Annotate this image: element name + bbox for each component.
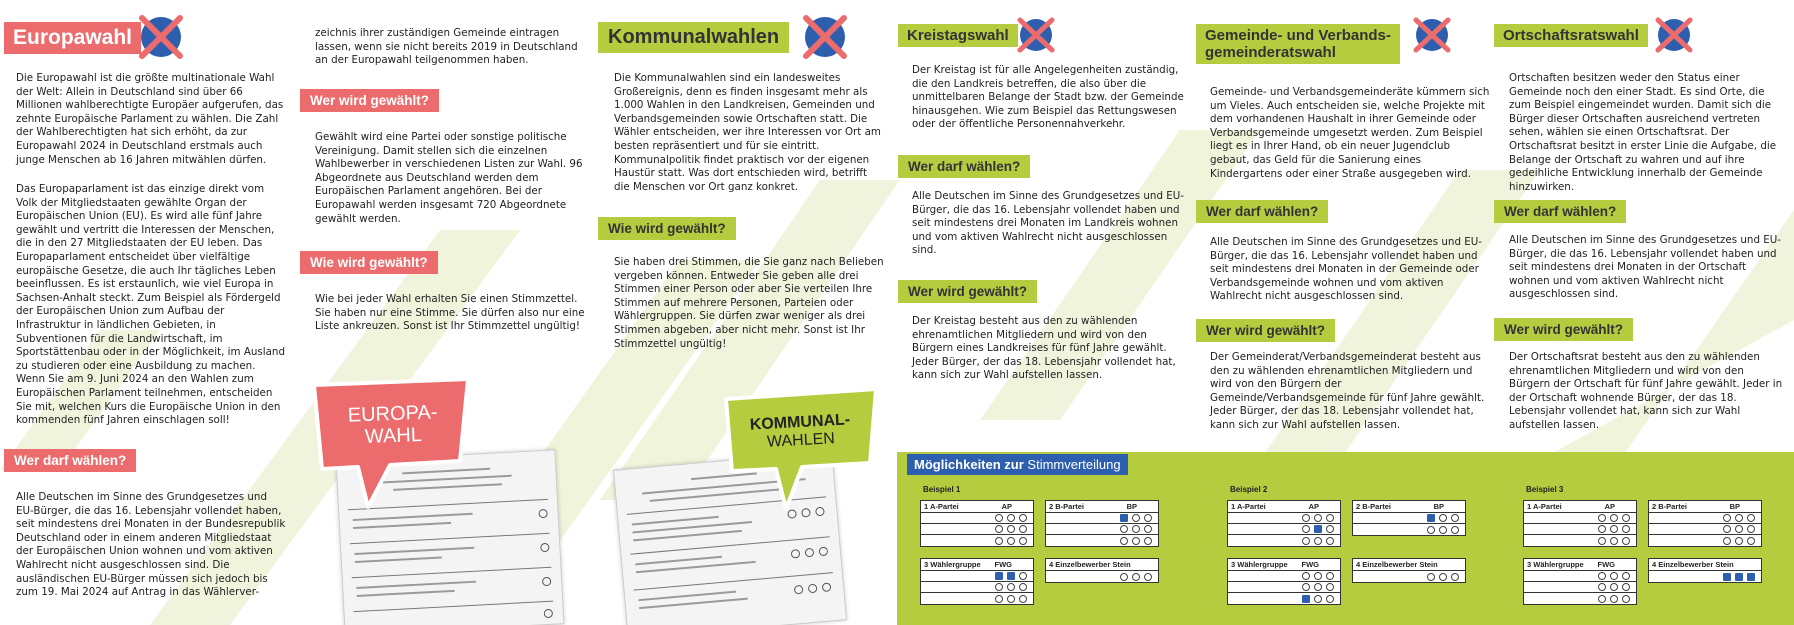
vote-circle-icon — [1735, 514, 1743, 522]
vote-circle-icon — [1302, 583, 1310, 591]
vote-circle-icon — [1598, 572, 1606, 580]
vote-circle-icon — [1439, 573, 1447, 581]
vote-mark-icon — [1735, 573, 1743, 581]
candidate-row — [1046, 571, 1158, 582]
candidate-row — [1228, 524, 1340, 535]
vote-circle-icon — [1302, 572, 1310, 580]
vote-circle-icon — [1019, 595, 1027, 603]
vote-circle-icon — [1735, 537, 1743, 545]
vote-circle-icon — [1622, 514, 1630, 522]
vote-circle-icon — [1610, 514, 1618, 522]
vote-circle-icon — [1723, 525, 1731, 533]
vote-circle-icon — [1610, 572, 1618, 580]
vote-circle-icon — [1598, 514, 1606, 522]
vote-circle-icon — [1598, 583, 1606, 591]
party-name: 1 A-Partei — [1231, 502, 1266, 511]
kommunal-bubble-text: KOMMUNAL- WAHLEN — [749, 411, 851, 451]
europawahl-heading-gewaehlt: Wer wird gewählt? — [300, 89, 439, 112]
vote-circle-icon — [1622, 525, 1630, 533]
vote-circle-icon — [1610, 583, 1618, 591]
vote-circle-icon — [1302, 537, 1310, 545]
vote-circle-icon — [1314, 537, 1322, 545]
candidate-row — [921, 524, 1033, 535]
beispiel-label: Beispiel 2 — [1230, 485, 1268, 494]
vote-circle-icon — [1302, 525, 1310, 533]
kommunal-intro: Die Kommunalwahlen sind ein landesweites Großereignis, denn es finden insgesamt mehr als 1.000 Wahlen in den Landkreisen, Gemeinden und Verbandsgemeinden sowie Ortschaften statt. Die Wähler entscheiden, wer ihre Interessen vor Ort am besten repräsentiert und für sie eintritt. Kommunalpolitik findet praktisch vor der eigenen Haustür statt. Was dort entschieden wird, betrifft die Menschen vor Ort ganz konkret. — [614, 72, 881, 193]
vote-circle-icon — [1007, 525, 1015, 533]
candidate-row — [1228, 571, 1340, 582]
vote-circle-icon — [1314, 514, 1322, 522]
vote-circle-icon — [1120, 537, 1128, 545]
vote-circle-icon — [1144, 537, 1152, 545]
vote-circle-icon — [1610, 595, 1618, 603]
vote-circle-icon — [1019, 525, 1027, 533]
kommunal-title: Kommunalwahlen — [598, 22, 789, 53]
vote-circle-icon — [1120, 525, 1128, 533]
vote-circle-icon — [1326, 595, 1334, 603]
vote-circle-icon — [1610, 537, 1618, 545]
gemeinde-title: Gemeinde- und Verbands- gemeinderatswahl — [1196, 24, 1400, 64]
vote-circle-icon — [1144, 525, 1152, 533]
vote-circle-icon — [1132, 573, 1140, 581]
vote-mark-icon — [1007, 572, 1015, 580]
candidate-row — [1228, 513, 1340, 524]
candidate-row — [1649, 535, 1761, 546]
ortschaft-intro: Ortschaften besitzen weder den Status einer Gemeinde noch den einer Stadt. Es sind Orte, die zum Beispiel eingemeindet wurden. Damit sich die Bürger dieser Ortschaften ausreichend vertreten sehen, wählen sie einen Ortschaftsrat. Der Ortschaftsrat besitzt in erster Linie die Aufgabe, die Belange der Ortschaft zu wahren und auf ihre gedeihliche Entwicklung innerhalb der Gemeinde hinzuwirken. — [1509, 72, 1777, 193]
party-box — [1227, 558, 1341, 605]
party-name: 1 A-Partei — [1527, 502, 1562, 511]
party-code: AP — [1604, 502, 1615, 511]
stimmverteilung-title: Möglichkeiten zur Stimmverteilung — [907, 454, 1128, 475]
candidate-row — [921, 582, 1033, 593]
candidate-row — [1353, 571, 1465, 582]
ballot-cross-icon — [1652, 14, 1698, 56]
vote-circle-icon — [1007, 595, 1015, 603]
kommunal-heading-wie: Wie wird gewählt? — [598, 217, 736, 240]
vote-circle-icon — [1007, 583, 1015, 591]
ballot-cross-icon — [134, 12, 190, 62]
ortschaft-waehlen: Alle Deutschen im Sinne des Grundgesetzes und EU-Bürger, die das 16. Lebensjahr vollendet haben und seit mindestens drei Monaten in der Ortschaft wohnen und vom aktiven Wahlrecht nicht ausgeschlossen sind. — [1509, 234, 1782, 301]
candidate-row — [1046, 524, 1158, 535]
candidate-row — [1228, 593, 1340, 604]
party-box — [1352, 558, 1466, 583]
europawahl-heading-waehlen: Wer darf wählen? — [4, 449, 136, 472]
candidate-row — [1649, 513, 1761, 524]
party-box — [1648, 500, 1762, 547]
vote-circle-icon — [1314, 595, 1322, 603]
vote-circle-icon — [1326, 572, 1334, 580]
europawahl-wie: Wie bei jeder Wahl erhalten Sie einen Stimmzettel. Sie haben nur eine Stimme. Sie dürfen also nur eine Liste ankreuzen. Sonst ist Ihr Stimmzettel ungültig! — [315, 293, 585, 333]
vote-circle-icon — [1007, 537, 1015, 545]
kreistag-waehlen: Alle Deutschen im Sinne des Grundgesetzes und EU-Bürger, die das 16. Lebensjahr vollendet haben und seit mindestens drei Monaten im Landkreis wohnen und vom aktiven Wahlrecht nicht ausgeschlossen sind. — [912, 190, 1185, 257]
europawahl-cont: zeichnis ihrer zuständigen Gemeinde eintragen lassen, wenn sie nicht bereits 2019 in Deutschland an der Europawahl teilgenommen haben. — [315, 27, 578, 67]
vote-circle-icon — [1610, 525, 1618, 533]
beispiel-label: Beispiel 3 — [1526, 485, 1564, 494]
gemeinde-waehlen: Alle Deutschen im Sinne des Grundgesetzes und EU-Bürger, die das 16. Lebensjahr vollendet haben und seit mindestens drei Monaten in der Gemeinde oder Verbandsgemeinde wohnen und vom aktiven Wahlrecht nicht ausgeschlossen sind. — [1210, 236, 1483, 303]
party-box — [1227, 500, 1341, 547]
party-box — [1045, 558, 1159, 583]
gemeinde-heading-waehlen: Wer darf wählen? — [1196, 200, 1328, 223]
ortschaft-heading-waehlen: Wer darf wählen? — [1494, 200, 1626, 223]
party-name: 2 B-Partei — [1049, 502, 1085, 511]
vote-circle-icon — [1326, 537, 1334, 545]
vote-circle-icon — [1622, 583, 1630, 591]
vote-circle-icon — [995, 595, 1003, 603]
kommunal-wie: Sie haben drei Stimmen, die Sie ganz nach Belieben vergeben können. Entweder Sie geben alle drei Stimmen einer Person oder aber Sie verteilen Ihre Stimmen auf mehrere Personen, Parteien oder Wählergruppen. Sie dürfen zwar weniger als drei Stimmen abgeben, aber nicht mehr. Sonst ist Ihr Stimmzettel ungültig! — [614, 256, 884, 350]
ortschaft-heading-gewaehlt: Wer wird gewählt? — [1494, 318, 1633, 341]
candidate-row — [1524, 571, 1636, 582]
party-name: 4 Einzelbewerber Stein — [1356, 560, 1438, 569]
candidate-row — [921, 513, 1033, 524]
party-code: FWG — [994, 560, 1012, 569]
vote-circle-icon — [995, 583, 1003, 591]
party-code: FWG — [1301, 560, 1319, 569]
vote-circle-icon — [1132, 525, 1140, 533]
party-code: BP — [1126, 502, 1137, 511]
gemeinde-intro: Gemeinde- und Verbandsgemeinderäte kümmern sich um Vieles. Auch entscheiden sie, welche Projekte mit dem vorhandenen Haushalt in ihrer Gemeinde oder Verbandsgemeinde umgesetzt werden. Zum Beispiel liegt es in Ihrer Hand, ob ein neuer Jugendclub gebaut, das Geld für die Sanierung eines Kindergartens oder einer Straße ausgegeben wird. — [1210, 86, 1490, 180]
europawahl-intro: Die Europawahl ist die größte multinationale Wahl der Welt: Allein in Deutschland sind über 66 Millionen wahlberechtigte Europäer aufgerufen, das zehnte Europäische Parlament zu wählen. Die Zahl der Wahlberechtigten hat sich erhöht, da zur Europawahl 2024 in Deutschland erstmals auch junge Menschen ab 16 Jahren mitwählen dürfen. — [16, 72, 284, 166]
candidate-row — [1524, 524, 1636, 535]
party-box — [1523, 500, 1637, 547]
vote-circle-icon — [995, 514, 1003, 522]
vote-circle-icon — [1598, 525, 1606, 533]
party-name: 3 Wählergruppe — [924, 560, 981, 569]
vote-circle-icon — [1747, 514, 1755, 522]
party-box — [1045, 500, 1159, 547]
party-code: AP — [1308, 502, 1319, 511]
vote-circle-icon — [995, 525, 1003, 533]
vote-circle-icon — [1144, 573, 1152, 581]
party-name: 4 Einzelbewerber Stein — [1652, 560, 1734, 569]
vote-circle-icon — [1019, 514, 1027, 522]
vote-circle-icon — [1622, 595, 1630, 603]
vote-circle-icon — [1622, 537, 1630, 545]
candidate-row — [1228, 535, 1340, 546]
candidate-row — [1649, 571, 1761, 582]
vote-circle-icon — [1120, 573, 1128, 581]
party-code: AP — [1001, 502, 1012, 511]
vote-circle-icon — [1427, 526, 1435, 534]
candidate-row — [1228, 582, 1340, 593]
vote-circle-icon — [1019, 572, 1027, 580]
vote-mark-icon — [1427, 514, 1435, 522]
ortschaft-title: Ortschaftsratswahl — [1494, 24, 1648, 47]
vote-circle-icon — [1598, 537, 1606, 545]
vote-circle-icon — [1451, 514, 1459, 522]
vote-mark-icon — [1314, 525, 1322, 533]
party-name: 1 A-Partei — [924, 502, 959, 511]
party-box — [1648, 558, 1762, 583]
party-box — [920, 500, 1034, 547]
party-name: 2 B-Partei — [1356, 502, 1392, 511]
europawahl-heading-wie: Wie wird gewählt? — [300, 251, 438, 274]
kreistag-heading-waehlen: Wer darf wählen? — [898, 155, 1030, 178]
ballot-cross-icon — [798, 12, 854, 62]
vote-circle-icon — [1007, 514, 1015, 522]
candidate-row — [921, 535, 1033, 546]
candidate-row — [921, 571, 1033, 582]
vote-circle-icon — [1735, 525, 1743, 533]
gemeinde-heading-gewaehlt: Wer wird gewählt? — [1196, 319, 1335, 342]
vote-circle-icon — [1019, 583, 1027, 591]
party-code: BP — [1729, 502, 1740, 511]
vote-circle-icon — [1747, 525, 1755, 533]
vote-circle-icon — [1019, 537, 1027, 545]
candidate-row — [1649, 524, 1761, 535]
candidate-row — [921, 593, 1033, 604]
vote-circle-icon — [1747, 537, 1755, 545]
ballot-cross-icon — [1014, 14, 1060, 56]
vote-circle-icon — [1326, 514, 1334, 522]
candidate-row — [1524, 513, 1636, 524]
kreistag-intro: Der Kreistag ist für alle Angelegenheiten zuständig, die den Landkreis betreffen, die also über die unmittelbaren Belange der Stadt bzw. der Gemeinde hinausgehen. Wie zum Beispiel das Rettungswesen oder der öffentliche Personennahverkehr. — [912, 64, 1184, 131]
party-code: BP — [1433, 502, 1444, 511]
vote-circle-icon — [1723, 514, 1731, 522]
candidate-row — [1353, 513, 1465, 524]
party-box — [1523, 558, 1637, 605]
vote-circle-icon — [1302, 514, 1310, 522]
europawahl-waehlen: Alle Deutschen im Sinne des Grundgesetzes und EU-Bürger, die das 16. Lebensjahr vollendet haben, seit mindestens drei Monaten in der Bundesrepublik Deutschland oder in einem anderen Mitgliedstaat der Europäischen Union wohnen und vom aktiven Wahlrecht nicht ausgeschlossen sind. Die ausländischen EU-Bürger müssen sich jedoch bis zum 19. Mai 2024 auf Antrag in das Wählerver- — [16, 491, 286, 599]
europawahl-gewaehlt: Gewählt wird eine Partei oder sonstige politische Vereinigung. Damit stellen sich die einzelnen Wahlbewerber in verschiedenen Listen zur Wahl. 96 Abgeordnete aus Deutschland werden dem Europäischen Parlament angehören. Bei der Europawahl werden insgesamt 720 Abgeordnete gewählt werden. — [315, 131, 583, 225]
europawahl-para2: Das Europaparlament ist das einzige direkt vom Volk der Mitgliedstaaten gewählte Organ der Europäischen Union (EU). Es wird alle fünf Jahre gewählt und vertritt die Interessen der Menschen, die in den 27 Mitgliedstaaten der EU leben. Das Europaparlament entscheidet über vielfältige europäische Gesetze, die auch Ihr tägliches Leben beeinflussen. Es ist erstaunlich, wie viel Europa in Sachsen-Anhalt steckt. Zum Beispiel als Fördergeld der Europäischen Union zum Aufbau der Infrastruktur in ländlichen Gebieten, in Subventionen für die Landwirtschaft, im Sportstättenbau oder in der Möglichkeit, im Ausland zu studieren oder eine Ausbildung zu machen. Wenn Sie am 9. Juni 2024 an den Wahlen zum Europäischen Parlament teilnehmen, entscheiden Sie mit, welchen Kurs die Europäische Union in den kommenden fünf Jahren einschlagen soll! — [16, 183, 285, 427]
party-name: 4 Einzelbewerber Stein — [1049, 560, 1131, 569]
ballot-cross-icon — [1410, 14, 1456, 56]
vote-circle-icon — [1314, 583, 1322, 591]
candidate-row — [1524, 582, 1636, 593]
candidate-row — [1046, 513, 1158, 524]
party-box — [920, 558, 1034, 605]
candidate-row — [1524, 593, 1636, 604]
vote-mark-icon — [1302, 595, 1310, 603]
candidate-row — [1524, 535, 1636, 546]
europawahl-bubble-text: EUROPA- WAHL — [347, 401, 438, 448]
vote-circle-icon — [1622, 572, 1630, 580]
vote-circle-icon — [1451, 526, 1459, 534]
europawahl-title: Europawahl — [4, 22, 141, 54]
candidate-row — [1046, 535, 1158, 546]
ortschaft-gewaehlt: Der Ortschaftsrat besteht aus den zu wählenden ehrenamtlichen Mitgliedern und wird von den Bürgern der Ortschaft für fünf Jahre gewählt. Jeder in der Ortschaft wohnende Bürger, der das 18. Lebensjahr vollendet hat, kann sich zur Wahl aufstellen lassen. — [1509, 351, 1783, 431]
vote-circle-icon — [1598, 595, 1606, 603]
vote-circle-icon — [995, 537, 1003, 545]
vote-mark-icon — [1747, 573, 1755, 581]
candidate-row — [1353, 524, 1465, 535]
vote-mark-icon — [1723, 573, 1731, 581]
kreistag-heading-gewaehlt: Wer wird gewählt? — [898, 280, 1037, 303]
vote-circle-icon — [1451, 573, 1459, 581]
vote-circle-icon — [1326, 525, 1334, 533]
vote-circle-icon — [1427, 573, 1435, 581]
vote-circle-icon — [1132, 514, 1140, 522]
kreistag-title: Kreistagswahl — [898, 24, 1018, 47]
vote-circle-icon — [1132, 537, 1140, 545]
vote-mark-icon — [995, 572, 1003, 580]
vote-circle-icon — [1723, 537, 1731, 545]
vote-circle-icon — [1439, 514, 1447, 522]
party-name: 3 Wählergruppe — [1527, 560, 1584, 569]
vote-mark-icon — [1120, 514, 1128, 522]
vote-circle-icon — [1326, 583, 1334, 591]
party-code: FWG — [1597, 560, 1615, 569]
vote-circle-icon — [1314, 572, 1322, 580]
gemeinde-gewaehlt: Der Gemeinderat/Verbandsgemeinderat besteht aus den zu wählenden ehrenamtlichen Mitgliedern und wird von den Bürgern der Gemeinde/Verbandsgemeinde für fünf Jahre gewählt. Jeder Bürger, der das 18. Lebensjahr vollendet hat, kann sich zur Wahl aufstellen lassen. — [1210, 351, 1485, 431]
vote-circle-icon — [1144, 514, 1152, 522]
party-box — [1352, 500, 1466, 536]
kreistag-gewaehlt: Der Kreistag besteht aus den zu wählenden ehrenamtlichen Mitgliedern und wird von den Bürgern eines Landkreises für fünf Jahre gewählt. Jeder Bürger, der das 18. Lebensjahr vollendet hat, kann sich zur Wahl aufstellen lassen. — [912, 315, 1176, 382]
vote-circle-icon — [1439, 526, 1447, 534]
party-name: 3 Wählergruppe — [1231, 560, 1288, 569]
beispiel-label: Beispiel 1 — [923, 485, 961, 494]
party-name: 2 B-Partei — [1652, 502, 1688, 511]
